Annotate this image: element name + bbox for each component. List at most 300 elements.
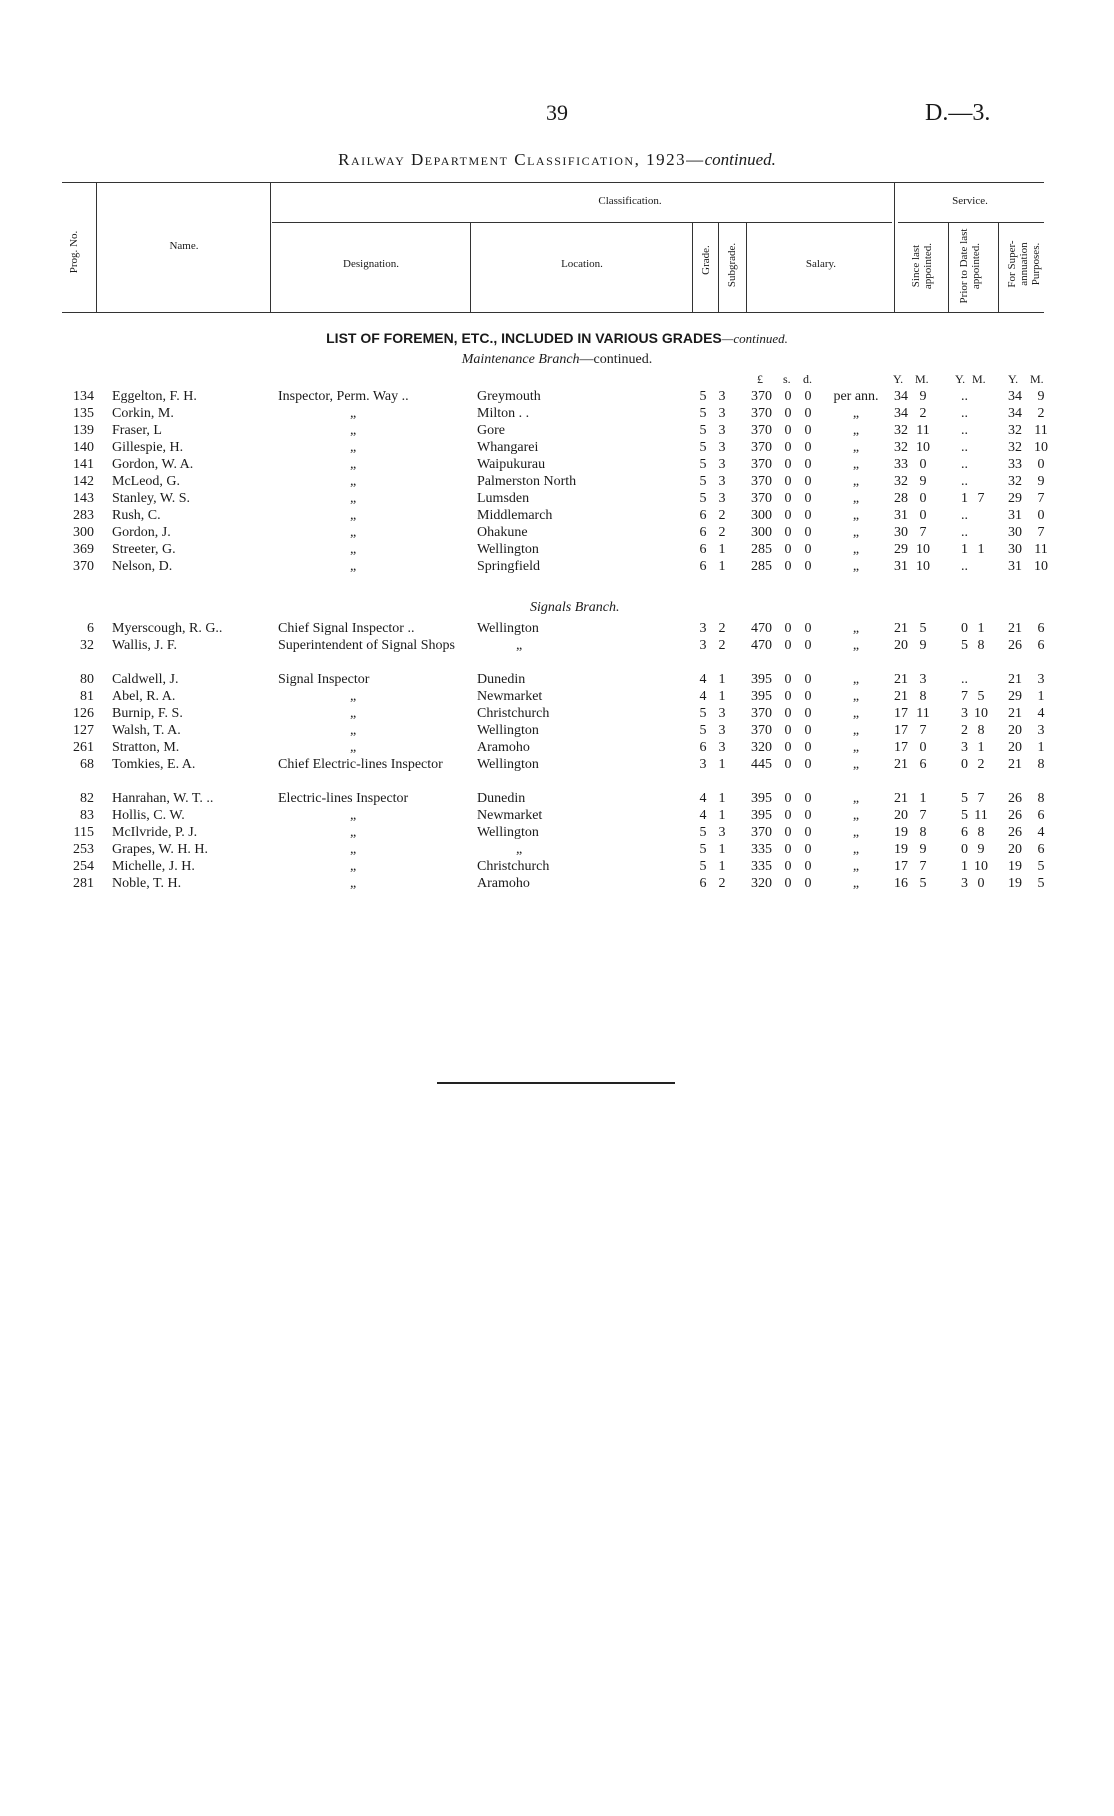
cell-m1: 0	[919, 457, 927, 472]
cell-s: 0	[784, 723, 792, 738]
cell-d: 0	[804, 389, 812, 404]
cell-name: Gordon, J.	[112, 525, 171, 540]
cell-m1: 9	[919, 389, 927, 404]
cell-desig: „	[350, 706, 357, 721]
cell-grade: 5	[699, 389, 707, 404]
cell-y2: ..	[961, 672, 968, 687]
cell-prog: 143	[73, 491, 94, 506]
cell-name: Gordon, W. A.	[112, 457, 194, 472]
cell-d: 0	[804, 559, 812, 574]
cell-y3: 21	[1008, 706, 1022, 721]
cell-m3: 3	[1037, 672, 1045, 687]
cell-note: „	[852, 757, 860, 772]
cell-sub: 3	[718, 423, 726, 438]
cell-sub: 3	[718, 389, 726, 404]
cell-y3: 21	[1008, 621, 1022, 636]
cell-desig: „	[350, 825, 357, 840]
cell-note: „	[852, 508, 860, 523]
cell-loc: Ohakune	[477, 525, 528, 540]
cell-grade: 5	[699, 406, 707, 421]
cell-s: 0	[784, 525, 792, 540]
divider	[270, 182, 271, 312]
cell-y1: 32	[894, 440, 908, 455]
cell-d: 0	[804, 525, 812, 540]
cell-sub: 2	[718, 638, 726, 653]
cell-grade: 3	[699, 638, 707, 653]
cell-grade: 5	[699, 423, 707, 438]
cell-y2: ..	[961, 440, 968, 455]
cell-pd: 370	[751, 389, 772, 404]
cell-pd: 370	[751, 491, 772, 506]
cell-grade: 5	[699, 474, 707, 489]
cell-y1: 19	[894, 825, 908, 840]
list-title-main: LIST OF FOREMEN, ETC., INCLUDED IN VARIOUS GRADES	[326, 330, 722, 346]
cell-pd: 300	[751, 508, 772, 523]
table-row	[0, 858, 1114, 875]
cell-desig: Signal Inspector	[278, 672, 370, 687]
cell-pd: 395	[751, 791, 772, 806]
table-row	[0, 456, 1114, 473]
cell-d: 0	[804, 825, 812, 840]
cell-s: 0	[784, 689, 792, 704]
cell-d: 0	[804, 406, 812, 421]
cell-y2: 1	[961, 542, 968, 557]
cell-m2: 9	[977, 842, 985, 857]
cell-prog: 115	[73, 825, 94, 840]
cell-prog: 126	[73, 706, 94, 721]
cell-loc: Whangarei	[477, 440, 539, 455]
divider	[692, 222, 693, 312]
cell-m1: 9	[919, 474, 927, 489]
cell-loc: Greymouth	[477, 389, 541, 404]
cell-m3: 6	[1037, 842, 1045, 857]
divider	[746, 222, 747, 312]
cell-pd: 370	[751, 474, 772, 489]
cell-sub: 3	[718, 440, 726, 455]
maintenance-subtitle-rest: —continued.	[579, 352, 653, 367]
table-row	[0, 756, 1114, 773]
cell-loc: Wellington	[477, 621, 539, 636]
cell-m1: 10	[916, 559, 930, 574]
cell-d: 0	[804, 706, 812, 721]
cell-s: 0	[784, 672, 792, 687]
cell-y2: ..	[961, 457, 968, 472]
cell-y1: 21	[894, 757, 908, 772]
cell-pd: 320	[751, 876, 772, 891]
cell-m1: 9	[919, 842, 927, 857]
cell-sub: 2	[718, 876, 726, 891]
cell-m1: 0	[919, 491, 927, 506]
cell-y1: 30	[894, 525, 908, 540]
cell-grade: 5	[699, 491, 707, 506]
cell-s: 0	[784, 638, 792, 653]
divider	[998, 222, 999, 312]
cell-s: 0	[784, 423, 792, 438]
cell-y3: 20	[1008, 842, 1022, 857]
cell-d: 0	[804, 672, 812, 687]
cell-sub: 1	[718, 791, 726, 806]
cell-d: 0	[804, 842, 812, 857]
header-service: Service.	[952, 195, 988, 207]
cell-s: 0	[784, 740, 792, 755]
cell-prog: 370	[73, 559, 94, 574]
cell-y1: 32	[894, 423, 908, 438]
cell-d: 0	[804, 621, 812, 636]
cell-note: „	[852, 825, 860, 840]
unit-years: Y.	[893, 372, 904, 386]
header-top-rule	[62, 182, 1044, 183]
cell-d: 0	[804, 876, 812, 891]
cell-name: Corkin, M.	[112, 406, 174, 421]
header-superannuation: For Super-annuation Purposes.	[1006, 240, 1042, 288]
cell-loc: Middlemarch	[477, 508, 553, 523]
cell-d: 0	[804, 491, 812, 506]
cell-m1: 11	[916, 423, 930, 438]
cell-sub: 1	[718, 808, 726, 823]
cell-d: 0	[804, 791, 812, 806]
cell-y1: 19	[894, 842, 908, 857]
cell-s: 0	[784, 440, 792, 455]
cell-y3: 21	[1008, 757, 1022, 772]
cell-sub: 2	[718, 525, 726, 540]
cell-y3: 31	[1008, 559, 1022, 574]
table-row	[0, 507, 1114, 524]
cell-y1: 21	[894, 791, 908, 806]
table-row	[0, 473, 1114, 490]
divider	[718, 222, 719, 312]
cell-s: 0	[784, 559, 792, 574]
table-row	[0, 637, 1114, 654]
cell-pd: 320	[751, 740, 772, 755]
cell-pd: 370	[751, 406, 772, 421]
cell-grade: 5	[699, 842, 707, 857]
cell-y1: 17	[894, 740, 908, 755]
cell-name: Caldwell, J.	[112, 672, 179, 687]
cell-y1: 17	[894, 723, 908, 738]
cell-y1: 32	[894, 474, 908, 489]
divider	[470, 222, 471, 312]
cell-loc: Christchurch	[477, 706, 550, 721]
page-title	[0, 150, 1114, 170]
cell-y3: 19	[1008, 859, 1022, 874]
unit-months: M.	[972, 372, 986, 386]
cell-note: „	[852, 423, 860, 438]
table-row	[0, 671, 1114, 688]
cell-s: 0	[784, 508, 792, 523]
list-title-continued: —continued.	[721, 331, 788, 346]
cell-pd: 285	[751, 559, 772, 574]
unit-months: M.	[1030, 372, 1044, 386]
cell-s: 0	[784, 842, 792, 857]
cell-y3: 29	[1008, 689, 1022, 704]
header-designation: Designation.	[343, 258, 399, 270]
cell-loc: Aramoho	[477, 740, 530, 755]
cell-y1: 21	[894, 689, 908, 704]
cell-sub: 3	[718, 706, 726, 721]
cell-y3: 34	[1008, 406, 1022, 421]
cell-note: „	[852, 525, 860, 540]
cell-d: 0	[804, 508, 812, 523]
header-subgrade: Subgrade.	[726, 242, 738, 288]
cell-m3: 7	[1037, 491, 1045, 506]
cell-prog: 80	[80, 672, 94, 687]
cell-s: 0	[784, 491, 792, 506]
cell-loc: Wellington	[477, 825, 539, 840]
table-row	[0, 558, 1114, 575]
cell-prog: 261	[73, 740, 94, 755]
cell-desig: Electric-lines Inspector	[278, 791, 409, 806]
cell-m2: 11	[974, 808, 988, 823]
cell-pd: 395	[751, 808, 772, 823]
header-name: Name.	[169, 240, 199, 252]
cell-y2: ..	[961, 423, 968, 438]
cell-desig: „	[350, 406, 357, 421]
cell-loc: Gore	[477, 423, 505, 438]
cell-prog: 281	[73, 876, 94, 891]
cell-y3: 32	[1008, 474, 1022, 489]
cell-prog: 254	[73, 859, 94, 874]
cell-name: Walsh, T. A.	[112, 723, 181, 738]
table-row	[0, 490, 1114, 507]
cell-s: 0	[784, 791, 792, 806]
title-continued: continued.	[704, 150, 776, 169]
cell-desig: „	[350, 440, 357, 455]
cell-y3: 20	[1008, 723, 1022, 738]
cell-y2: 0	[961, 621, 968, 636]
cell-sub: 3	[718, 723, 726, 738]
cell-m3: 4	[1037, 825, 1045, 840]
cell-pd: 370	[751, 706, 772, 721]
cell-name: Myerscough, R. G..	[112, 621, 223, 636]
cell-d: 0	[804, 457, 812, 472]
cell-name: Abel, R. A.	[112, 689, 176, 704]
cell-y3: 34	[1008, 389, 1022, 404]
cell-d: 0	[804, 542, 812, 557]
cell-note: „	[852, 876, 860, 891]
cell-grade: 5	[699, 457, 707, 472]
cell-y1: 20	[894, 638, 908, 653]
cell-m1: 1	[919, 791, 927, 806]
unit-years: Y.	[1008, 372, 1019, 386]
cell-d: 0	[804, 740, 812, 755]
cell-name: Stanley, W. S.	[112, 491, 191, 506]
cell-d: 0	[804, 723, 812, 738]
cell-loc: Christchurch	[477, 859, 550, 874]
cell-name: Nelson, D.	[112, 559, 173, 574]
cell-prog: 300	[73, 525, 94, 540]
cell-desig: „	[350, 808, 357, 823]
classification-rule	[272, 222, 892, 223]
cell-grade: 6	[699, 740, 707, 755]
cell-y2: 3	[961, 876, 968, 891]
cell-loc: Dunedin	[477, 672, 526, 687]
table-row	[0, 705, 1114, 722]
cell-name: McIlvride, P. J.	[112, 825, 198, 840]
cell-y2: 1	[961, 859, 968, 874]
cell-loc: Newmarket	[477, 808, 543, 823]
cell-note: „	[852, 457, 860, 472]
table-row	[0, 422, 1114, 439]
table-row	[0, 841, 1114, 858]
cell-note: „	[852, 491, 860, 506]
cell-m2: 8	[977, 723, 985, 738]
cell-m1: 11	[916, 706, 930, 721]
maintenance-subtitle-main: Maintenance Branch	[461, 352, 580, 367]
cell-loc: „	[516, 638, 523, 653]
cell-m3: 8	[1037, 791, 1045, 806]
cell-prog: 134	[73, 389, 94, 404]
cell-desig: „	[350, 842, 357, 857]
cell-sub: 3	[718, 406, 726, 421]
cell-m3: 11	[1034, 423, 1048, 438]
header-location: Location.	[561, 258, 603, 270]
cell-sub: 3	[718, 474, 726, 489]
cell-loc: Wellington	[477, 542, 539, 557]
cell-sub: 3	[718, 491, 726, 506]
cell-m3: 2	[1037, 406, 1045, 421]
cell-loc: Aramoho	[477, 876, 530, 891]
unit-months: M.	[915, 372, 929, 386]
cell-name: Michelle, J. H.	[112, 859, 195, 874]
cell-name: Stratton, M.	[112, 740, 180, 755]
cell-pd: 395	[751, 689, 772, 704]
cell-desig: „	[350, 689, 357, 704]
cell-y3: 26	[1008, 825, 1022, 840]
cell-desig: „	[350, 559, 357, 574]
cell-m2: 1	[977, 542, 985, 557]
cell-y1: 20	[894, 808, 908, 823]
cell-prog: 141	[73, 457, 94, 472]
cell-d: 0	[804, 859, 812, 874]
cell-y3: 30	[1008, 525, 1022, 540]
cell-m3: 9	[1037, 389, 1045, 404]
cell-m2: 5	[977, 689, 985, 704]
cell-m2: 2	[977, 757, 985, 772]
cell-y3: 32	[1008, 440, 1022, 455]
unit-shillings: s.	[783, 372, 791, 386]
cell-m3: 8	[1037, 757, 1045, 772]
cell-note: „	[852, 474, 860, 489]
table-row	[0, 620, 1114, 637]
cell-m1: 5	[919, 621, 927, 636]
cell-loc: Springfield	[477, 559, 540, 574]
cell-loc: Palmerston North	[477, 474, 577, 489]
cell-y3: 19	[1008, 876, 1022, 891]
cell-pd: 370	[751, 423, 772, 438]
cell-m3: 7	[1037, 525, 1045, 540]
cell-m1: 7	[919, 525, 927, 540]
cell-m1: 10	[916, 440, 930, 455]
cell-sub: 2	[718, 621, 726, 636]
cell-y3: 29	[1008, 491, 1022, 506]
cell-note: „	[852, 842, 860, 857]
cell-m3: 4	[1037, 706, 1045, 721]
cell-m2: 7	[977, 791, 985, 806]
cell-desig: „	[350, 859, 357, 874]
table-row	[0, 405, 1114, 422]
cell-y2: 5	[961, 808, 968, 823]
cell-grade: 6	[699, 542, 707, 557]
cell-m1: 8	[919, 825, 927, 840]
cell-m2: 0	[977, 876, 985, 891]
cell-sub: 1	[718, 757, 726, 772]
cell-m1: 8	[919, 689, 927, 704]
cell-m3: 9	[1037, 474, 1045, 489]
cell-note: „	[852, 808, 860, 823]
cell-name: Streeter, G.	[112, 542, 176, 557]
cell-grade: 5	[699, 706, 707, 721]
cell-s: 0	[784, 457, 792, 472]
document-code: D.—3.	[925, 100, 991, 126]
cell-pd: 370	[751, 825, 772, 840]
cell-name: Eggelton, F. H.	[112, 389, 197, 404]
cell-pd: 370	[751, 440, 772, 455]
cell-loc: „	[516, 842, 523, 857]
cell-m3: 6	[1037, 621, 1045, 636]
cell-m3: 3	[1037, 723, 1045, 738]
cell-pd: 470	[751, 638, 772, 653]
cell-pd: 335	[751, 842, 772, 857]
cell-y2: 5	[961, 791, 968, 806]
cell-desig: „	[350, 525, 357, 540]
cell-sub: 3	[718, 825, 726, 840]
cell-desig: „	[350, 723, 357, 738]
table-row	[0, 524, 1114, 541]
cell-name: Gillespie, H.	[112, 440, 184, 455]
title-main: Railway Department Classification, 1923—	[338, 150, 705, 169]
cell-note: „	[852, 638, 860, 653]
cell-y2: ..	[961, 406, 968, 421]
cell-m1: 0	[919, 740, 927, 755]
cell-note: „	[852, 706, 860, 721]
cell-pd: 335	[751, 859, 772, 874]
cell-y3: 30	[1008, 542, 1022, 557]
cell-y3: 21	[1008, 672, 1022, 687]
cell-m3: 10	[1034, 440, 1048, 455]
cell-grade: 6	[699, 559, 707, 574]
cell-desig: „	[350, 740, 357, 755]
cell-sub: 1	[718, 542, 726, 557]
cell-m3: 5	[1037, 859, 1045, 874]
cell-prog: 82	[80, 791, 94, 806]
cell-desig: Chief Signal Inspector ..	[278, 621, 415, 636]
cell-desig: „	[350, 474, 357, 489]
cell-y1: 34	[894, 389, 908, 404]
cell-pd: 370	[751, 723, 772, 738]
cell-loc: Newmarket	[477, 689, 543, 704]
list-title	[0, 330, 1114, 347]
cell-grade: 4	[699, 672, 707, 687]
cell-y1: 21	[894, 621, 908, 636]
cell-grade: 5	[699, 440, 707, 455]
cell-s: 0	[784, 757, 792, 772]
cell-loc: Milton . .	[477, 406, 530, 421]
cell-sub: 2	[718, 508, 726, 523]
cell-grade: 5	[699, 723, 707, 738]
cell-y2: 0	[961, 842, 968, 857]
table-row	[0, 388, 1114, 405]
cell-y1: 31	[894, 559, 908, 574]
cell-m2: 7	[977, 491, 985, 506]
cell-d: 0	[804, 757, 812, 772]
cell-y2: ..	[961, 525, 968, 540]
cell-prog: 127	[73, 723, 94, 738]
cell-d: 0	[804, 440, 812, 455]
cell-y1: 28	[894, 491, 908, 506]
cell-m1: 9	[919, 638, 927, 653]
cell-desig: Inspector, Perm. Way ..	[278, 389, 409, 404]
cell-note: „	[852, 559, 860, 574]
